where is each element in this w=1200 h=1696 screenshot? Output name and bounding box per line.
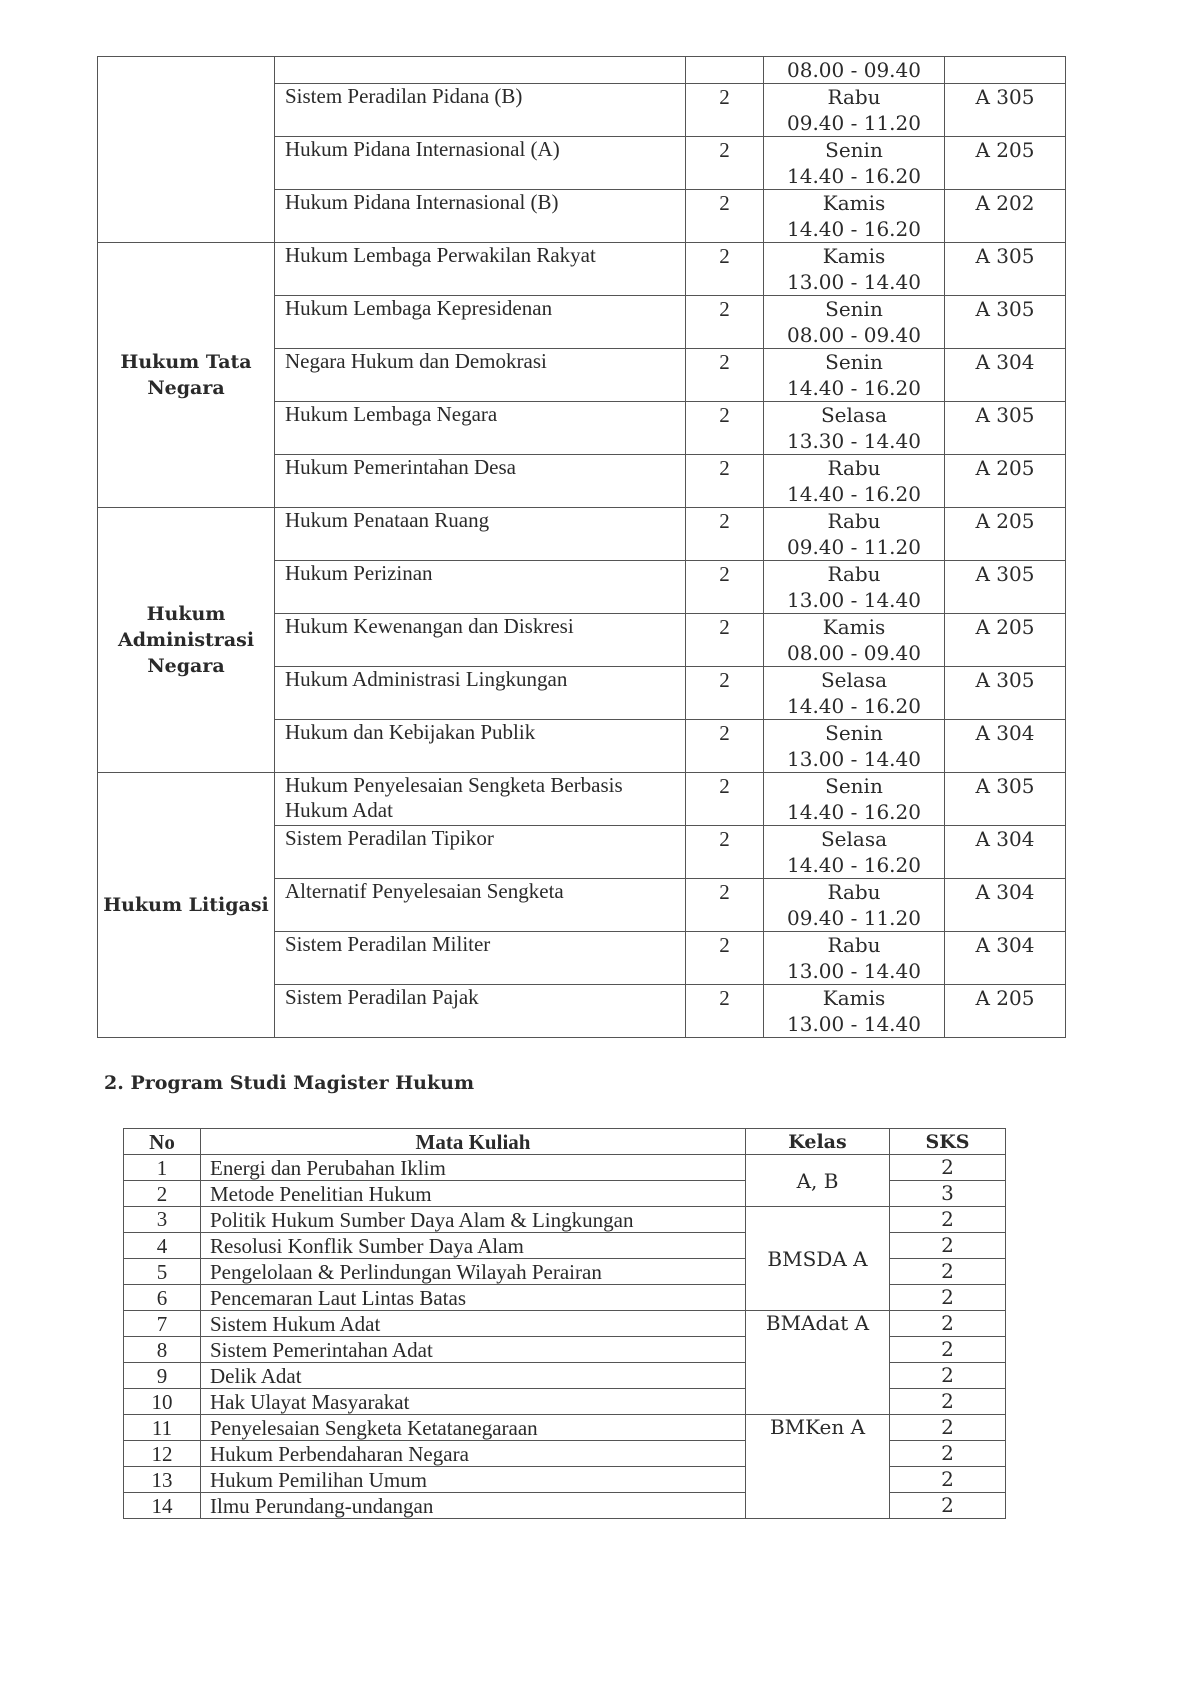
course-name: Hukum Lembaga Kepresidenan: [275, 296, 686, 349]
schedule-day: Senin: [825, 721, 883, 745]
room-cell: A 304: [945, 349, 1066, 402]
schedule-day: Kamis: [822, 191, 886, 215]
schedule-day: Selasa: [820, 403, 888, 427]
magister-course-table: [123, 1128, 1006, 1519]
sks-cell: 2: [890, 1259, 1006, 1285]
room-cell: A 305: [945, 296, 1066, 349]
course-sks: 2: [686, 932, 764, 985]
course-sks: 2: [686, 190, 764, 243]
course-name: Hukum Penataan Ruang: [275, 508, 686, 561]
schedule-cell: [764, 137, 945, 190]
course-name: Hukum Administrasi Lingkungan: [275, 667, 686, 720]
room-cell: A 305: [945, 773, 1066, 826]
course-name: Energi dan Perubahan Iklim: [201, 1155, 746, 1181]
schedule-time: 13.00 - 14.40: [787, 270, 921, 294]
course-name: Metode Penelitian Hukum: [201, 1181, 746, 1207]
schedule-cell: [764, 455, 945, 508]
course-name: Negara Hukum dan Demokrasi: [275, 349, 686, 402]
sks-cell: 2: [890, 1285, 1006, 1311]
schedule-time: 14.40 - 16.20: [787, 800, 921, 824]
row-no: 5: [124, 1259, 201, 1285]
sks-cell: 2: [890, 1311, 1006, 1337]
schedule-cell: [764, 932, 945, 985]
section-title: 2. Program Studi Magister Hukum: [104, 1072, 475, 1094]
room-cell: A 305: [945, 84, 1066, 137]
course-name: Hak Ulayat Masyarakat: [201, 1389, 746, 1415]
kelas-cell: BMKen A: [746, 1415, 890, 1519]
course-sks: 2: [686, 826, 764, 879]
table-row: [98, 243, 1066, 296]
schedule-cell: [764, 84, 945, 137]
course-name: Hukum Kewenangan dan Diskresi: [275, 614, 686, 667]
schedule-time: 14.40 - 16.20: [787, 164, 921, 188]
row-no: 14: [124, 1493, 201, 1519]
course-sks: 2: [686, 508, 764, 561]
course-sks: 2: [686, 985, 764, 1038]
schedule-day: Rabu: [827, 85, 881, 109]
course-name: Delik Adat: [201, 1363, 746, 1389]
course-name: Sistem Peradilan Tipikor: [275, 826, 686, 879]
schedule-day: Rabu: [827, 933, 881, 957]
schedule-time: 13.00 - 14.40: [787, 1012, 921, 1036]
row-no: 6: [124, 1285, 201, 1311]
schedule-cell: [764, 614, 945, 667]
header-mata-kuliah: Mata Kuliah: [201, 1129, 746, 1155]
sks-cell: 2: [890, 1363, 1006, 1389]
table-row: [124, 1155, 1006, 1181]
schedule-day: Kamis: [822, 615, 886, 639]
schedule-time: 14.40 - 16.20: [787, 694, 921, 718]
course-sks: 2: [686, 243, 764, 296]
room-cell: A 205: [945, 508, 1066, 561]
sks-cell: 3: [890, 1181, 1006, 1207]
schedule-day: Rabu: [827, 562, 881, 586]
schedule-day: Kamis: [822, 986, 886, 1010]
row-no: 3: [124, 1207, 201, 1233]
course-name: Hukum Pemilihan Umum: [201, 1467, 746, 1493]
schedule-table: [97, 56, 1066, 1038]
kelas-cell: A, B: [746, 1155, 890, 1207]
room-cell: A 304: [945, 826, 1066, 879]
schedule-time: 14.40 - 16.20: [787, 853, 921, 877]
schedule-day: Selasa: [820, 827, 888, 851]
schedule-cell: [764, 720, 945, 773]
schedule-time: 13.00 - 14.40: [787, 959, 921, 983]
schedule-cell: [764, 508, 945, 561]
kelas-cell: BMSDA A: [746, 1207, 890, 1311]
course-name: Sistem Peradilan Pidana (B): [275, 84, 686, 137]
room-cell: A 305: [945, 243, 1066, 296]
course-name: Pengelolaan & Perlindungan Wilayah Perairan: [201, 1259, 746, 1285]
room-cell: A 305: [945, 402, 1066, 455]
room-cell: A 304: [945, 720, 1066, 773]
schedule-cell: [764, 296, 945, 349]
schedule-time: 08.00 - 09.40: [764, 57, 945, 84]
row-no: 8: [124, 1337, 201, 1363]
schedule-day: Kamis: [822, 244, 886, 268]
course-sks: 2: [686, 402, 764, 455]
schedule-time: 08.00 - 09.40: [787, 323, 921, 347]
room-cell: A 205: [945, 455, 1066, 508]
sks-cell: 2: [890, 1441, 1006, 1467]
schedule-cell: [764, 561, 945, 614]
schedule-cell: [764, 826, 945, 879]
header-kelas: Kelas: [746, 1129, 890, 1155]
table-row: [98, 57, 1066, 84]
course-sks: 2: [686, 455, 764, 508]
schedule-day: Senin: [825, 774, 883, 798]
schedule-day: Rabu: [827, 456, 881, 480]
course-sks: 2: [686, 879, 764, 932]
course-name: Sistem Peradilan Militer: [275, 932, 686, 985]
course-sks: 2: [686, 720, 764, 773]
schedule-cell: [764, 985, 945, 1038]
header-sks: SKS: [890, 1129, 1006, 1155]
course-name: Hukum dan Kebijakan Publik: [275, 720, 686, 773]
course-name: Penyelesaian Sengketa Ketatanegaraan: [201, 1415, 746, 1441]
schedule-day: Senin: [825, 350, 883, 374]
course-name: Hukum Pidana Internasional (A): [275, 137, 686, 190]
course-sks: 2: [686, 349, 764, 402]
header-no: No: [124, 1129, 201, 1155]
room-cell: A 202: [945, 190, 1066, 243]
row-no: 1: [124, 1155, 201, 1181]
table-row: [124, 1207, 1006, 1233]
room-cell: A 205: [945, 985, 1066, 1038]
group-cell-hukum-administrasi-negara: Hukum Administrasi Negara: [98, 508, 275, 773]
sks-cell: 2: [890, 1155, 1006, 1181]
sks-cell: 2: [890, 1207, 1006, 1233]
course-sks: 2: [686, 773, 764, 826]
row-no: 11: [124, 1415, 201, 1441]
row-no: 7: [124, 1311, 201, 1337]
course-sks: 2: [686, 667, 764, 720]
course-name: Alternatif Penyelesaian Sengketa: [275, 879, 686, 932]
course-name: Hukum Perizinan: [275, 561, 686, 614]
course-name: Hukum Pidana Internasional (B): [275, 190, 686, 243]
room-cell: A 304: [945, 932, 1066, 985]
schedule-time: 09.40 - 11.20: [787, 535, 921, 559]
course-name: Hukum Perbendaharan Negara: [201, 1441, 746, 1467]
row-no: 13: [124, 1467, 201, 1493]
schedule-time: 09.40 - 11.20: [787, 906, 921, 930]
room-cell: A 305: [945, 561, 1066, 614]
schedule-day: Senin: [825, 138, 883, 162]
sks-cell: 2: [890, 1493, 1006, 1519]
schedule-cell: [764, 879, 945, 932]
sks-cell: 2: [890, 1415, 1006, 1441]
table-row: [98, 773, 1066, 826]
schedule-time: 09.40 - 11.20: [787, 111, 921, 135]
course-name: Resolusi Konflik Sumber Daya Alam: [201, 1233, 746, 1259]
group-cell: [98, 57, 275, 243]
course-name: Pencemaran Laut Lintas Batas: [201, 1285, 746, 1311]
group-cell-hukum-litigasi: Hukum Litigasi: [98, 773, 275, 1038]
schedule-time: 13.30 - 14.40: [787, 429, 921, 453]
schedule-time: 14.40 - 16.20: [787, 376, 921, 400]
schedule-time: 08.00 - 09.40: [787, 641, 921, 665]
sks-cell: 2: [890, 1337, 1006, 1363]
course-name: Sistem Pemerintahan Adat: [201, 1337, 746, 1363]
schedule-day: Selasa: [820, 668, 888, 692]
row-no: 10: [124, 1389, 201, 1415]
table-row: [124, 1311, 1006, 1337]
course-sks: 2: [686, 137, 764, 190]
schedule-day: Senin: [825, 297, 883, 321]
sks-cell: 2: [890, 1389, 1006, 1415]
row-no: 9: [124, 1363, 201, 1389]
kelas-cell: BMAdat A: [746, 1311, 890, 1415]
schedule-cell: [764, 190, 945, 243]
row-no: 4: [124, 1233, 201, 1259]
table-header-row: [124, 1129, 1006, 1155]
sks-cell: 2: [890, 1467, 1006, 1493]
row-no: 12: [124, 1441, 201, 1467]
schedule-time: 14.40 - 16.20: [787, 482, 921, 506]
course-name: Sistem Hukum Adat: [201, 1311, 746, 1337]
course-name: Hukum Penyelesaian Sengketa Berbasis Hukum Adat: [275, 773, 686, 826]
schedule-cell: [764, 773, 945, 826]
sks-cell: 2: [890, 1233, 1006, 1259]
course-name: Politik Hukum Sumber Daya Alam & Lingkungan: [201, 1207, 746, 1233]
course-sks: 2: [686, 84, 764, 137]
course-sks: 2: [686, 561, 764, 614]
row-no: 2: [124, 1181, 201, 1207]
room-cell: A 305: [945, 667, 1066, 720]
course-name: Sistem Peradilan Pajak: [275, 985, 686, 1038]
course-name: Hukum Lembaga Negara: [275, 402, 686, 455]
schedule-time: 13.00 - 14.40: [787, 747, 921, 771]
schedule-cell: [764, 243, 945, 296]
schedule-cell: [764, 667, 945, 720]
table-row: [98, 508, 1066, 561]
room-cell: A 205: [945, 137, 1066, 190]
course-sks: 2: [686, 614, 764, 667]
schedule-day: Rabu: [827, 880, 881, 904]
schedule-day: Rabu: [827, 509, 881, 533]
schedule-time: 13.00 - 14.40: [787, 588, 921, 612]
schedule-cell: [764, 349, 945, 402]
course-name: Hukum Pemerintahan Desa: [275, 455, 686, 508]
room-cell: A 304: [945, 879, 1066, 932]
course-sks: 2: [686, 296, 764, 349]
course-name: Hukum Lembaga Perwakilan Rakyat: [275, 243, 686, 296]
group-cell-hukum-tata-negara: Hukum Tata Negara: [98, 243, 275, 508]
schedule-cell: [764, 402, 945, 455]
table-row: [124, 1415, 1006, 1441]
schedule-time: 14.40 - 16.20: [787, 217, 921, 241]
room-cell: A 205: [945, 614, 1066, 667]
course-name: Ilmu Perundang-undangan: [201, 1493, 746, 1519]
